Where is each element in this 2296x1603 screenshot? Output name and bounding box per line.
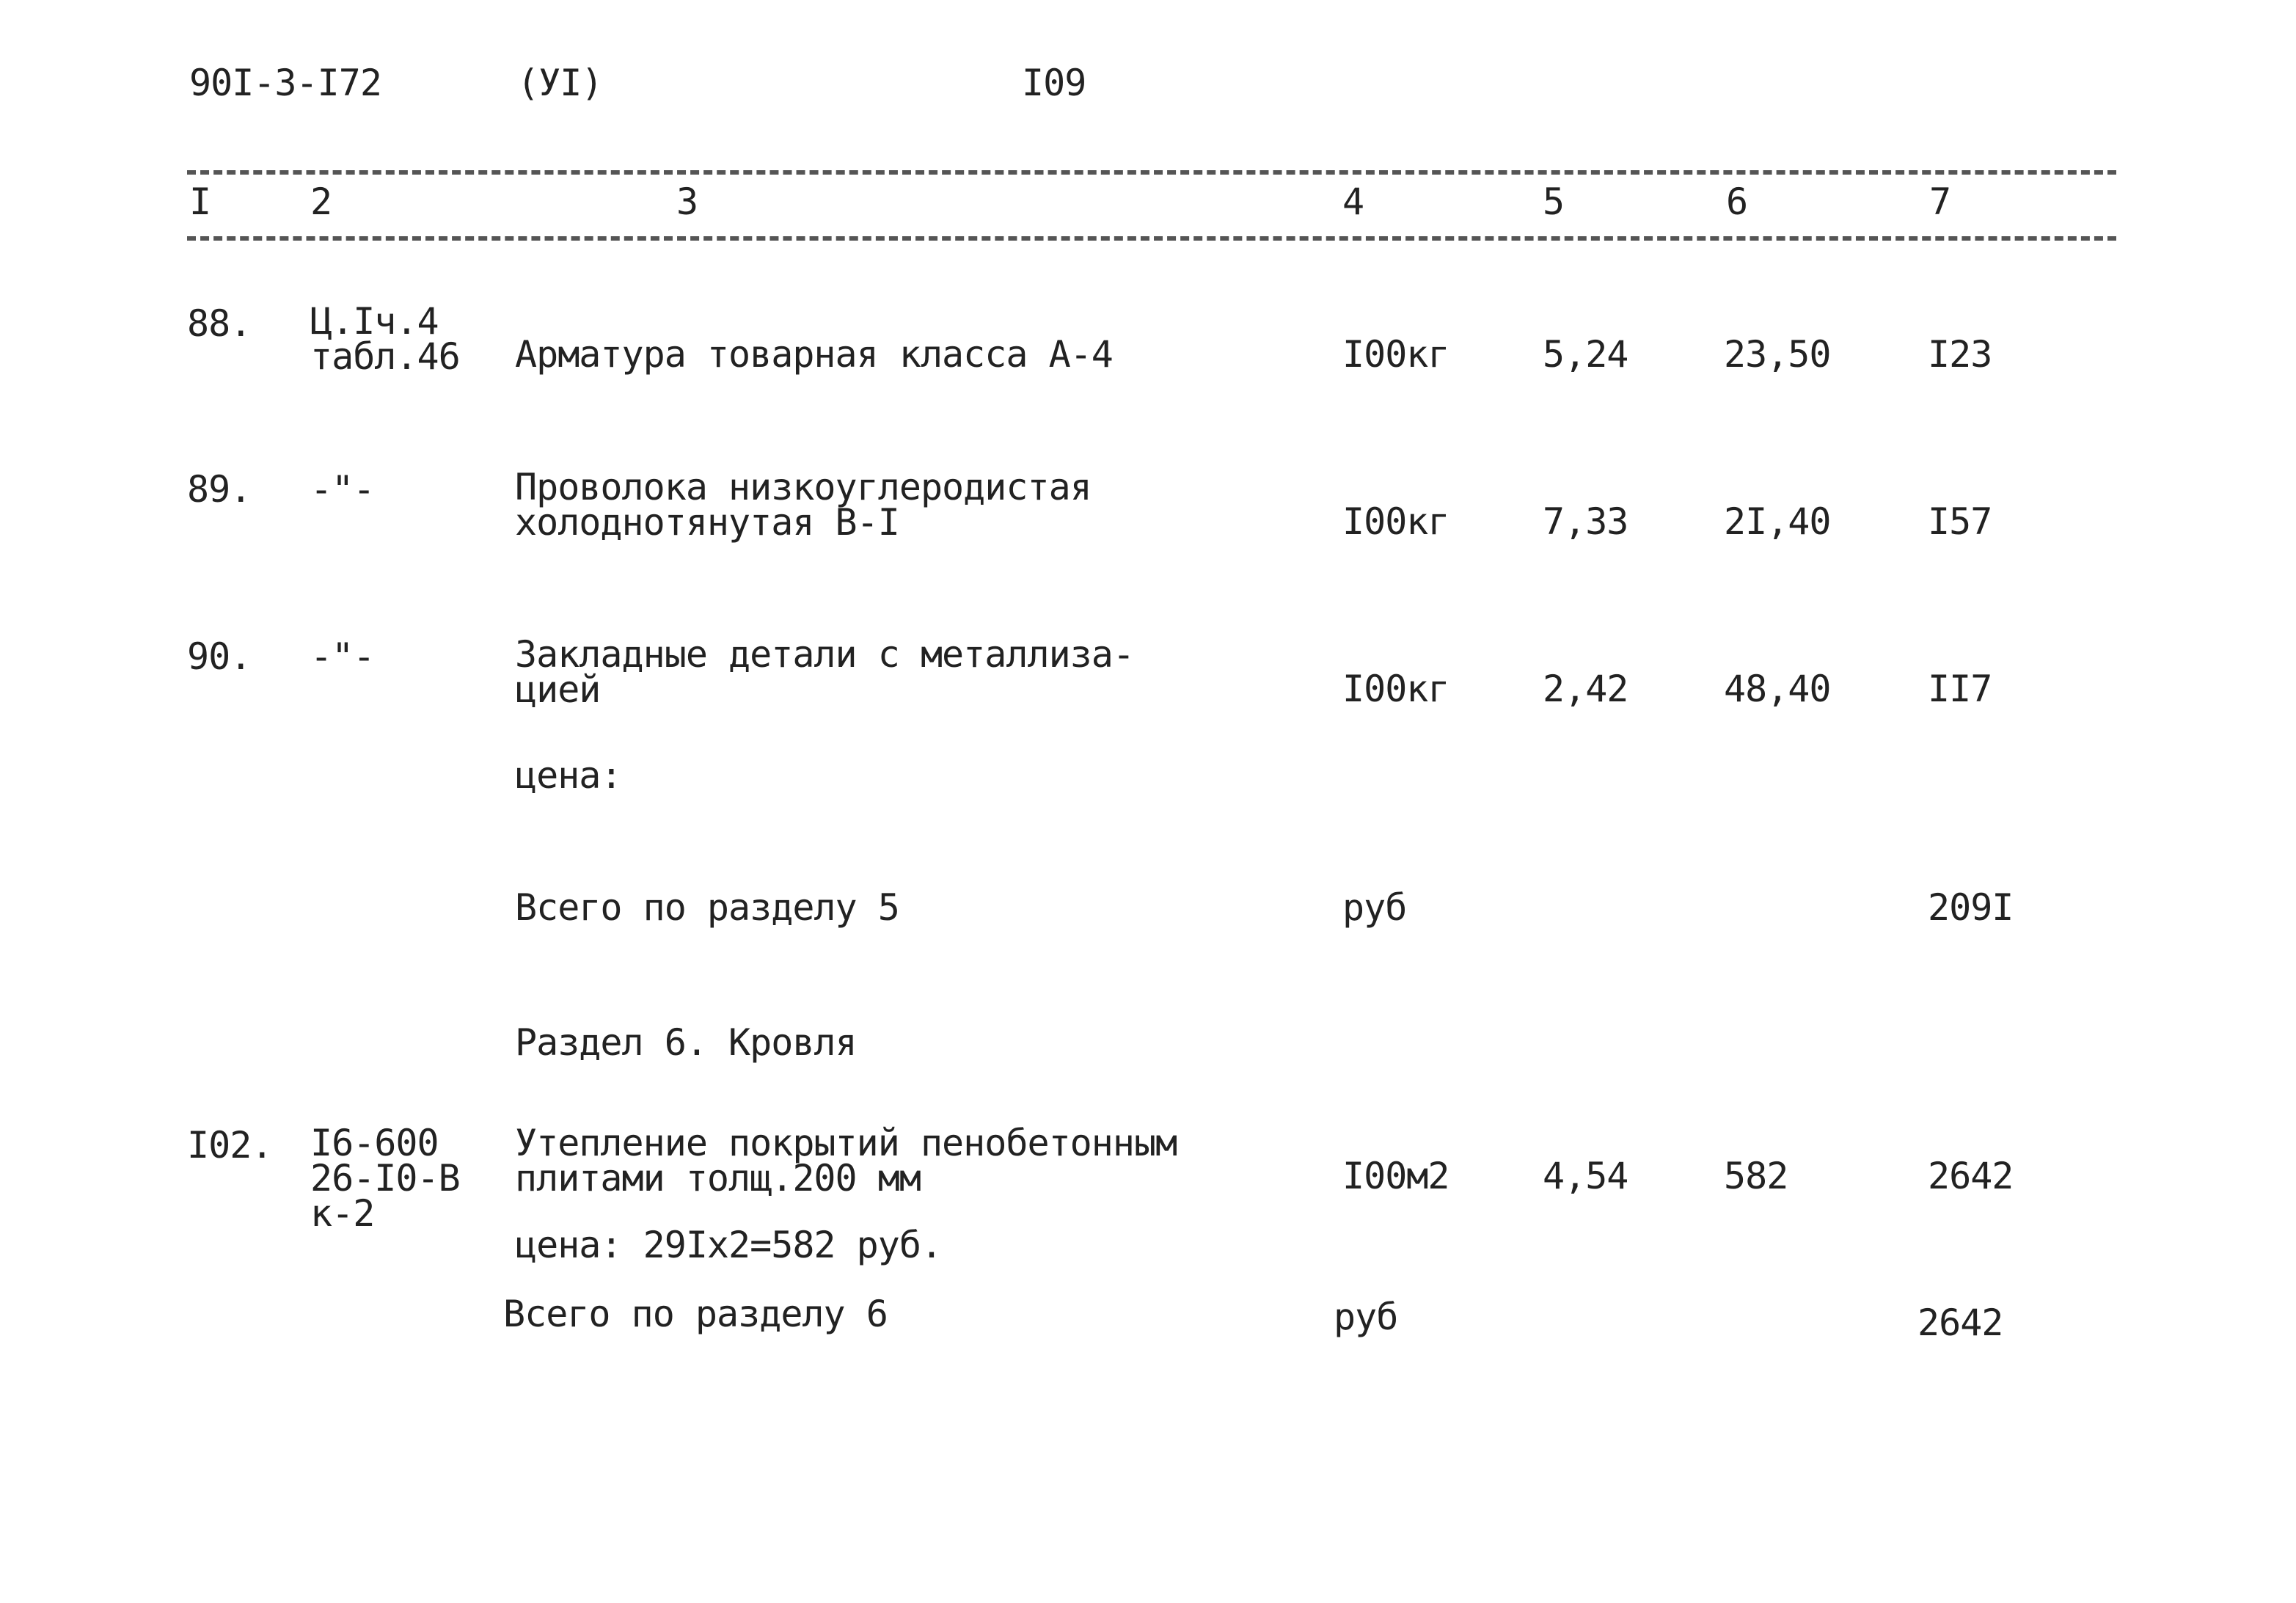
row-unit: I00кг [1342,500,1449,543]
row-number: 88. [187,302,252,345]
header-rule-bottom [187,236,2116,241]
row-description [515,466,1092,544]
column-header-1: I [189,180,211,223]
row-description: Арматура товарная класса А-4 [515,333,1113,376]
row-description-line: холоднотянутая В-I [515,501,899,544]
row-reference: -"- [310,635,375,678]
page-number: I09 [1022,62,1086,104]
row-unit: I00кг [1342,668,1449,710]
row-reference: -"- [310,468,375,511]
section-5-total-label: Всего по разделу 5 [515,886,899,929]
row-reference-line: I6-600 [310,1122,439,1164]
row-description-line: Проволока низкоуглеродистая [515,466,1092,508]
row-unit: I00м2 [1342,1155,1449,1197]
row-description-line: Закладные детали с металлиза- [515,633,1134,676]
row-number: 90. [187,635,252,678]
row-unit-price: 582 [1724,1155,1788,1197]
row-unit: I00кг [1342,333,1449,376]
row-unit-price: 48,40 [1724,668,1831,710]
row-number: I02. [187,1124,273,1166]
document-code: 90I-3-I72 [189,62,381,104]
row-description [515,1122,1177,1199]
section-6-total-label: Всего по разделу 6 [503,1293,888,1335]
row-reference-line: табл.46 [310,335,460,378]
row-unit-price: 2I,40 [1724,500,1831,543]
price-note: цена: [515,754,622,797]
column-header-3: 3 [676,180,698,223]
section-5-total-unit: руб [1342,886,1407,929]
header-rule-top [187,170,2116,175]
section-6-title: Раздел 6. Кровля [515,1021,857,1064]
row-description [515,633,1134,711]
row-quantity: 5,24 [1543,333,1628,376]
row-description-line: плитами толщ.200 мм [515,1157,921,1199]
row-total: I23 [1928,333,1992,376]
column-header-4: 4 [1342,180,1364,223]
section-6-total-value: 2642 [1917,1301,2003,1344]
price-note: цена: 29Iх2=582 руб. [515,1224,943,1266]
column-header-2: 2 [310,180,332,223]
row-reference-line: Ц.Iч.4 [310,300,439,343]
row-reference-line: к-2 [310,1192,375,1235]
column-header-6: 6 [1726,180,1748,223]
row-quantity: 2,42 [1543,668,1628,710]
row-reference-line: 26-I0-В [310,1157,460,1199]
column-header-5: 5 [1543,180,1565,223]
row-reference [310,300,460,378]
row-total: 2642 [1928,1155,2014,1197]
volume-label: (УI) [517,62,603,104]
row-total: I57 [1928,500,1992,543]
row-quantity: 7,33 [1543,500,1628,543]
row-unit-price: 23,50 [1724,333,1831,376]
row-number: 89. [187,468,252,511]
row-total: II7 [1928,668,1992,710]
section-5-total-value: 209I [1928,886,2014,929]
row-reference [310,1122,460,1235]
row-description-line: Утепление покрытий пенобетонным [515,1122,1177,1164]
section-6-total-unit: руб [1334,1296,1398,1338]
column-header-7: 7 [1929,180,1951,223]
row-description-line: цией [515,668,601,711]
row-quantity: 4,54 [1543,1155,1628,1197]
